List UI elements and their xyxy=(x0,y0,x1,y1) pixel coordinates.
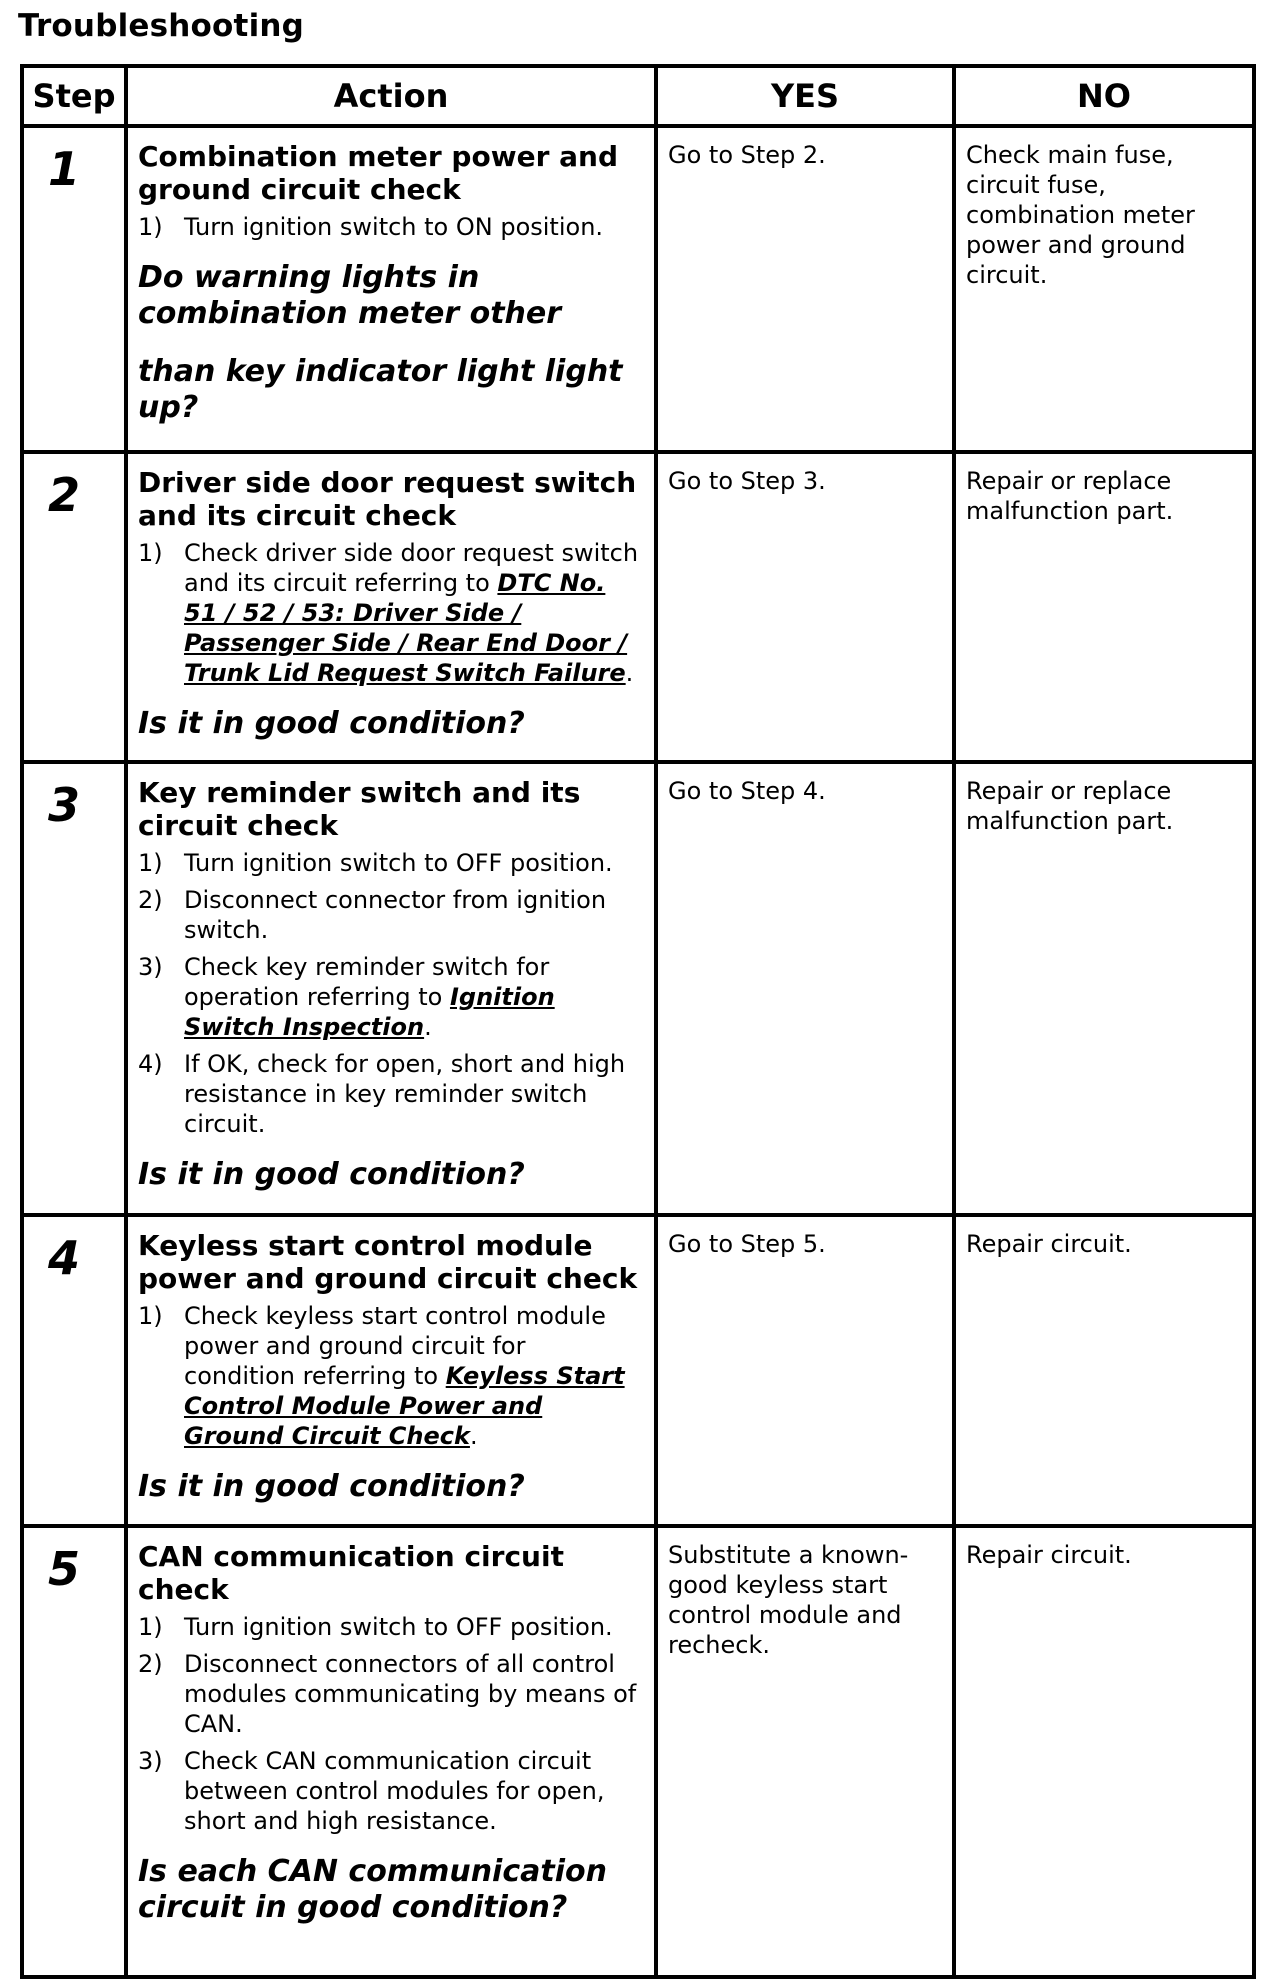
step-row-4 xyxy=(22,1215,1254,1526)
procedure-text-main: If OK, check for open, short and high resistance in key reminder switch circuit. xyxy=(184,1050,626,1138)
action-title: Combination meter power and ground circuit check xyxy=(138,140,618,206)
procedure-item xyxy=(138,212,644,242)
yes-result: Go to Step 2. xyxy=(656,126,954,452)
procedure-text xyxy=(184,848,644,878)
procedure-number: 1) xyxy=(138,849,163,877)
procedure-text-main: Turn ignition switch to ON position. xyxy=(184,213,604,241)
procedure-text-main: Turn ignition switch to OFF position. xyxy=(184,849,613,877)
procedure-text-end: . xyxy=(469,1422,478,1450)
procedure-text-main: Check key reminder switch for operation referring to xyxy=(184,953,550,1011)
check-question: than key indicator light light up? xyxy=(138,354,623,425)
yes-result: Go to Step 3. xyxy=(656,452,954,762)
procedure-text xyxy=(184,1049,644,1139)
procedure-text xyxy=(184,538,644,688)
header-row xyxy=(22,66,1254,126)
procedure-text-main: Disconnect connectors of all control modules communicating by means of CAN. xyxy=(184,1650,637,1738)
procedure-item xyxy=(138,1746,644,1836)
procedure-list xyxy=(138,212,644,242)
procedure-list xyxy=(138,538,644,688)
check-question: Is each CAN communication circuit in good condition? xyxy=(138,1854,607,1925)
procedure-text xyxy=(184,212,644,242)
procedure-item xyxy=(138,952,644,1042)
header-no: NO xyxy=(954,66,1254,126)
procedure-text-end: . xyxy=(625,659,634,687)
check-question: Is it in good condition? xyxy=(138,1157,525,1192)
action-title: Keyless start control module power and ground circuit check xyxy=(138,1229,638,1295)
check-question: Do warning lights in combination meter other xyxy=(138,260,562,331)
step-row-1 xyxy=(22,126,1254,452)
procedure-item xyxy=(138,1612,644,1642)
procedure-text xyxy=(184,1612,644,1642)
procedure-text-main: Turn ignition switch to OFF position. xyxy=(184,1613,613,1641)
procedure-text-main: Disconnect connector from ignition switch. xyxy=(184,886,607,944)
check-question: Is it in good condition? xyxy=(138,706,525,741)
header-yes: YES xyxy=(656,66,954,126)
page-title: Troubleshooting xyxy=(18,8,305,44)
step-number: 3 xyxy=(22,762,126,1215)
procedure-number: 3) xyxy=(138,1747,163,1775)
no-result: Repair circuit. xyxy=(954,1526,1254,1977)
action-cell xyxy=(126,452,656,762)
procedure-item xyxy=(138,1649,644,1739)
procedure-list xyxy=(138,1612,644,1836)
action-title: Driver side door request switch and its circuit check xyxy=(138,466,637,532)
procedure-number: 1) xyxy=(138,213,163,241)
procedure-text-main: Check keyless start control module power and ground circuit for condition referring to xyxy=(184,1302,606,1390)
procedure-item xyxy=(138,885,644,945)
procedure-number: 1) xyxy=(138,1302,163,1330)
yes-result: Go to Step 5. xyxy=(656,1215,954,1526)
action-cell xyxy=(126,762,656,1215)
yes-result: Go to Step 4. xyxy=(656,762,954,1215)
no-result: Repair circuit. xyxy=(954,1215,1254,1526)
procedure-item xyxy=(138,1049,644,1139)
procedure-text xyxy=(184,1649,644,1739)
procedure-number: 2) xyxy=(138,886,163,914)
check-question: Is it in good condition? xyxy=(138,1469,525,1504)
step-row-5 xyxy=(22,1526,1254,1977)
procedure-number: 1) xyxy=(138,539,163,567)
procedure-text-end: . xyxy=(424,1013,432,1041)
action-title: Key reminder switch and its circuit check xyxy=(138,776,581,842)
reference-link[interactable]: DTC No. 51 / 52 / 53: Driver Side / Passenger Side / Rear End Door / Trunk Lid Request Switch Failure xyxy=(184,569,628,687)
action-cell xyxy=(126,1526,656,1977)
no-result: Repair or replace malfunction part. xyxy=(954,762,1254,1215)
step-row-3 xyxy=(22,762,1254,1215)
step-number: 5 xyxy=(22,1526,126,1977)
procedure-number: 4) xyxy=(138,1050,163,1078)
procedure-text xyxy=(184,1746,644,1836)
procedure-number: 1) xyxy=(138,1613,163,1641)
step-number: 1 xyxy=(22,126,126,452)
header-action: Action xyxy=(126,66,656,126)
procedure-text-main: Check driver side door request switch and its circuit referring to xyxy=(184,539,639,597)
procedure-item xyxy=(138,1301,644,1451)
yes-result: Substitute a known-good keyless start control module and recheck. xyxy=(656,1526,954,1977)
reference-link[interactable]: Keyless Start Control Module Power and Ground Circuit Check xyxy=(184,1362,625,1450)
action-cell xyxy=(126,1215,656,1526)
procedure-text-main: Check CAN communication circuit between control modules for open, short and high resistance. xyxy=(184,1747,605,1835)
procedure-item xyxy=(138,848,644,878)
no-result: Repair or replace malfunction part. xyxy=(954,452,1254,762)
procedure-text xyxy=(184,952,644,1042)
step-number: 4 xyxy=(22,1215,126,1526)
header-step: Step xyxy=(22,66,126,126)
action-cell xyxy=(126,126,656,452)
reference-link[interactable]: Ignition Switch Inspection xyxy=(184,983,555,1041)
procedure-number: 3) xyxy=(138,953,163,981)
procedure-item xyxy=(138,538,644,688)
procedure-list xyxy=(138,1301,644,1451)
procedure-list xyxy=(138,848,644,1139)
no-result: Check main fuse, circuit fuse, combination meter power and ground circuit. xyxy=(954,126,1254,452)
procedure-text xyxy=(184,885,644,945)
action-title: CAN communication circuit check xyxy=(138,1540,564,1606)
procedure-number: 2) xyxy=(138,1650,163,1678)
procedure-text xyxy=(184,1301,644,1451)
troubleshooting-table xyxy=(20,64,1256,1979)
step-number: 2 xyxy=(22,452,126,762)
step-row-2 xyxy=(22,452,1254,762)
